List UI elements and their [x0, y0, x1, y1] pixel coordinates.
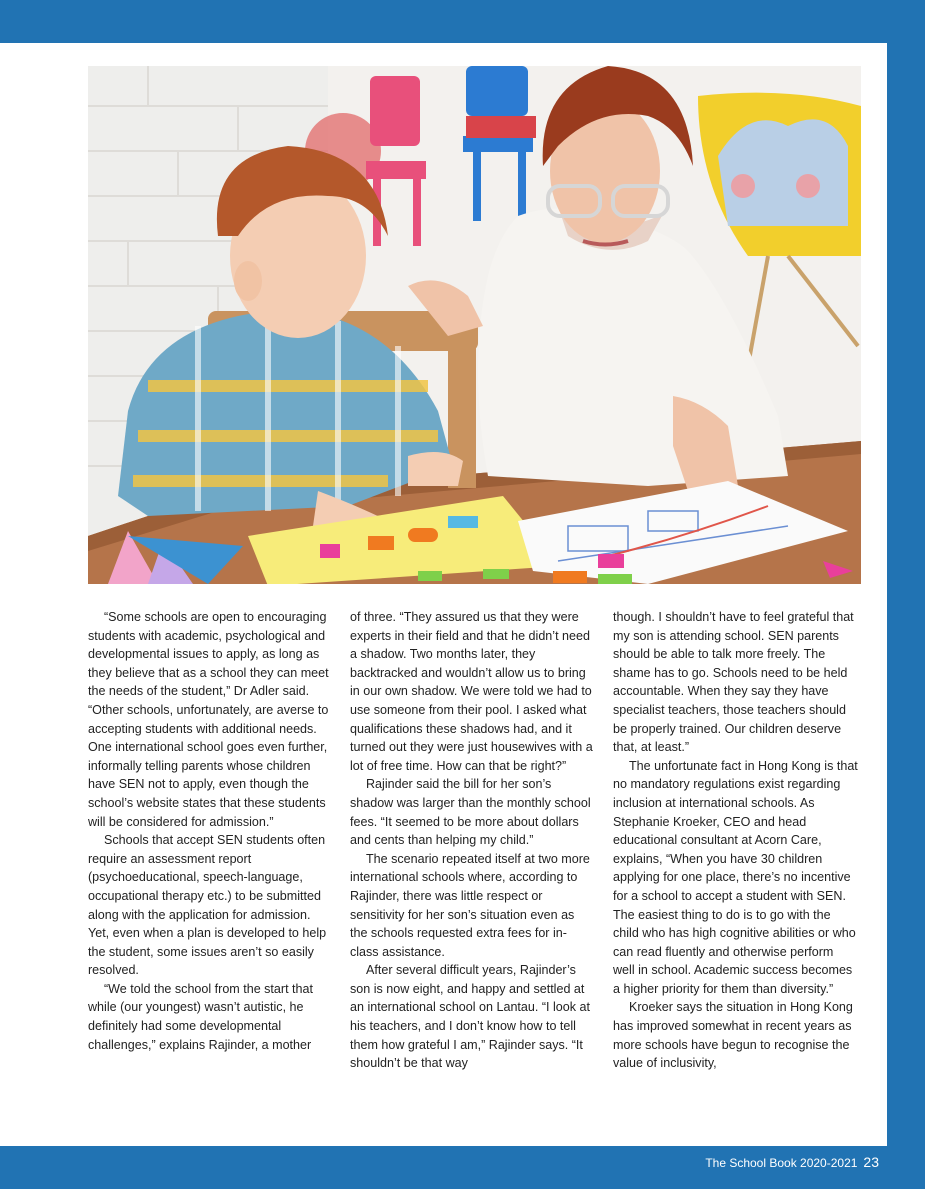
article-column-2 [350, 608, 595, 1073]
paragraph: “Some schools are open to encouraging students with academic, psychological and developmental issues to apply, as long as they believe that as a school they can meet the needs of the student,” Dr Adler said. “Other schools, unfortunately, are averse to accepting students with additional needs. One international school goes even further, informally telling parents whose children have SEN not to apply, even though the school’s website states that these students will be considered for admission.” [88, 610, 329, 829]
classroom-photo-icon [88, 66, 861, 584]
right-border [887, 0, 925, 1189]
paragraph: The scenario repeated itself at two more international schools where, according to Rajinder, there was little respect or sensitivity for her son’s situation even as the schools requested extra fees for in-class assistance. [350, 851, 590, 959]
paragraph: Kroeker says the situation in Hong Kong has improved somewhat in recent years as more schools have begun to recognise the value of inclusivity, [613, 1000, 853, 1071]
paragraph: Schools that accept SEN students often require an assessment report (psychoeducational, speech-language, occupational therapy etc.) to be submitted along with the application for admission. Yet, even when a plan is developed to help the student, some issues aren’t so easily resolved. [88, 833, 327, 978]
paragraph: though. I shouldn’t have to feel grateful that my son is attending school. SEN parents should be able to talk more freely. The shame has to go. Schools need to be held accountable. When they say they have specialist teachers, those teachers should be properly trained. Our children deserve that, at least.” [613, 610, 854, 755]
publication-title: The School Book 2020-2021 [705, 1156, 858, 1170]
paragraph: Rajinder said the bill for her son’s shadow was larger than the monthly school fees. “It seemed to be more about dollars and cents than helping my child.” [350, 777, 591, 848]
page-number: 23 [863, 1154, 879, 1170]
article-column-3 [613, 608, 858, 1073]
paragraph: After several difficult years, Rajinder’s son is now eight, and happy and settled at an international school on Lantau. “I look at his teachers, and I don’t know how to tell them how grateful I am,” Rajinder says. “It shouldn’t be that way [350, 963, 590, 1071]
article-column-1 [88, 608, 333, 1054]
paragraph: The unfortunate fact in Hong Kong is that no mandatory regulations exist regarding inclusion at international schools. As Stephanie Kroeker, CEO and head educational consultant at Acorn Care, explains, “When you have 30 children applying for one place, there’s no incentive for a school to accept a student with SEN. The easiest thing to do is to go with the child who has high cognitive abilities or who can read fluently and otherwise perform well in school. Academic success becomes a higher priority for them than diversity.” [613, 758, 858, 996]
top-border [0, 0, 925, 43]
article-body [88, 608, 861, 1098]
paragraph: “We told the school from the start that while (our youngest) wasn’t autistic, he definitely had some developmental challenges,” explains Rajinder, a mother [88, 981, 313, 1052]
paragraph: of three. “They assured us that they were experts in their field and that he didn’t need a shadow. Two months later, they backtracked and wouldn’t allow us to bring in our own shadow. We were told we had to use someone from their pool. I asked what qualifications these shadows had, and it turned out they were just housewives with a lot of free time. How can that be right?” [350, 610, 593, 773]
footer [705, 1154, 879, 1170]
